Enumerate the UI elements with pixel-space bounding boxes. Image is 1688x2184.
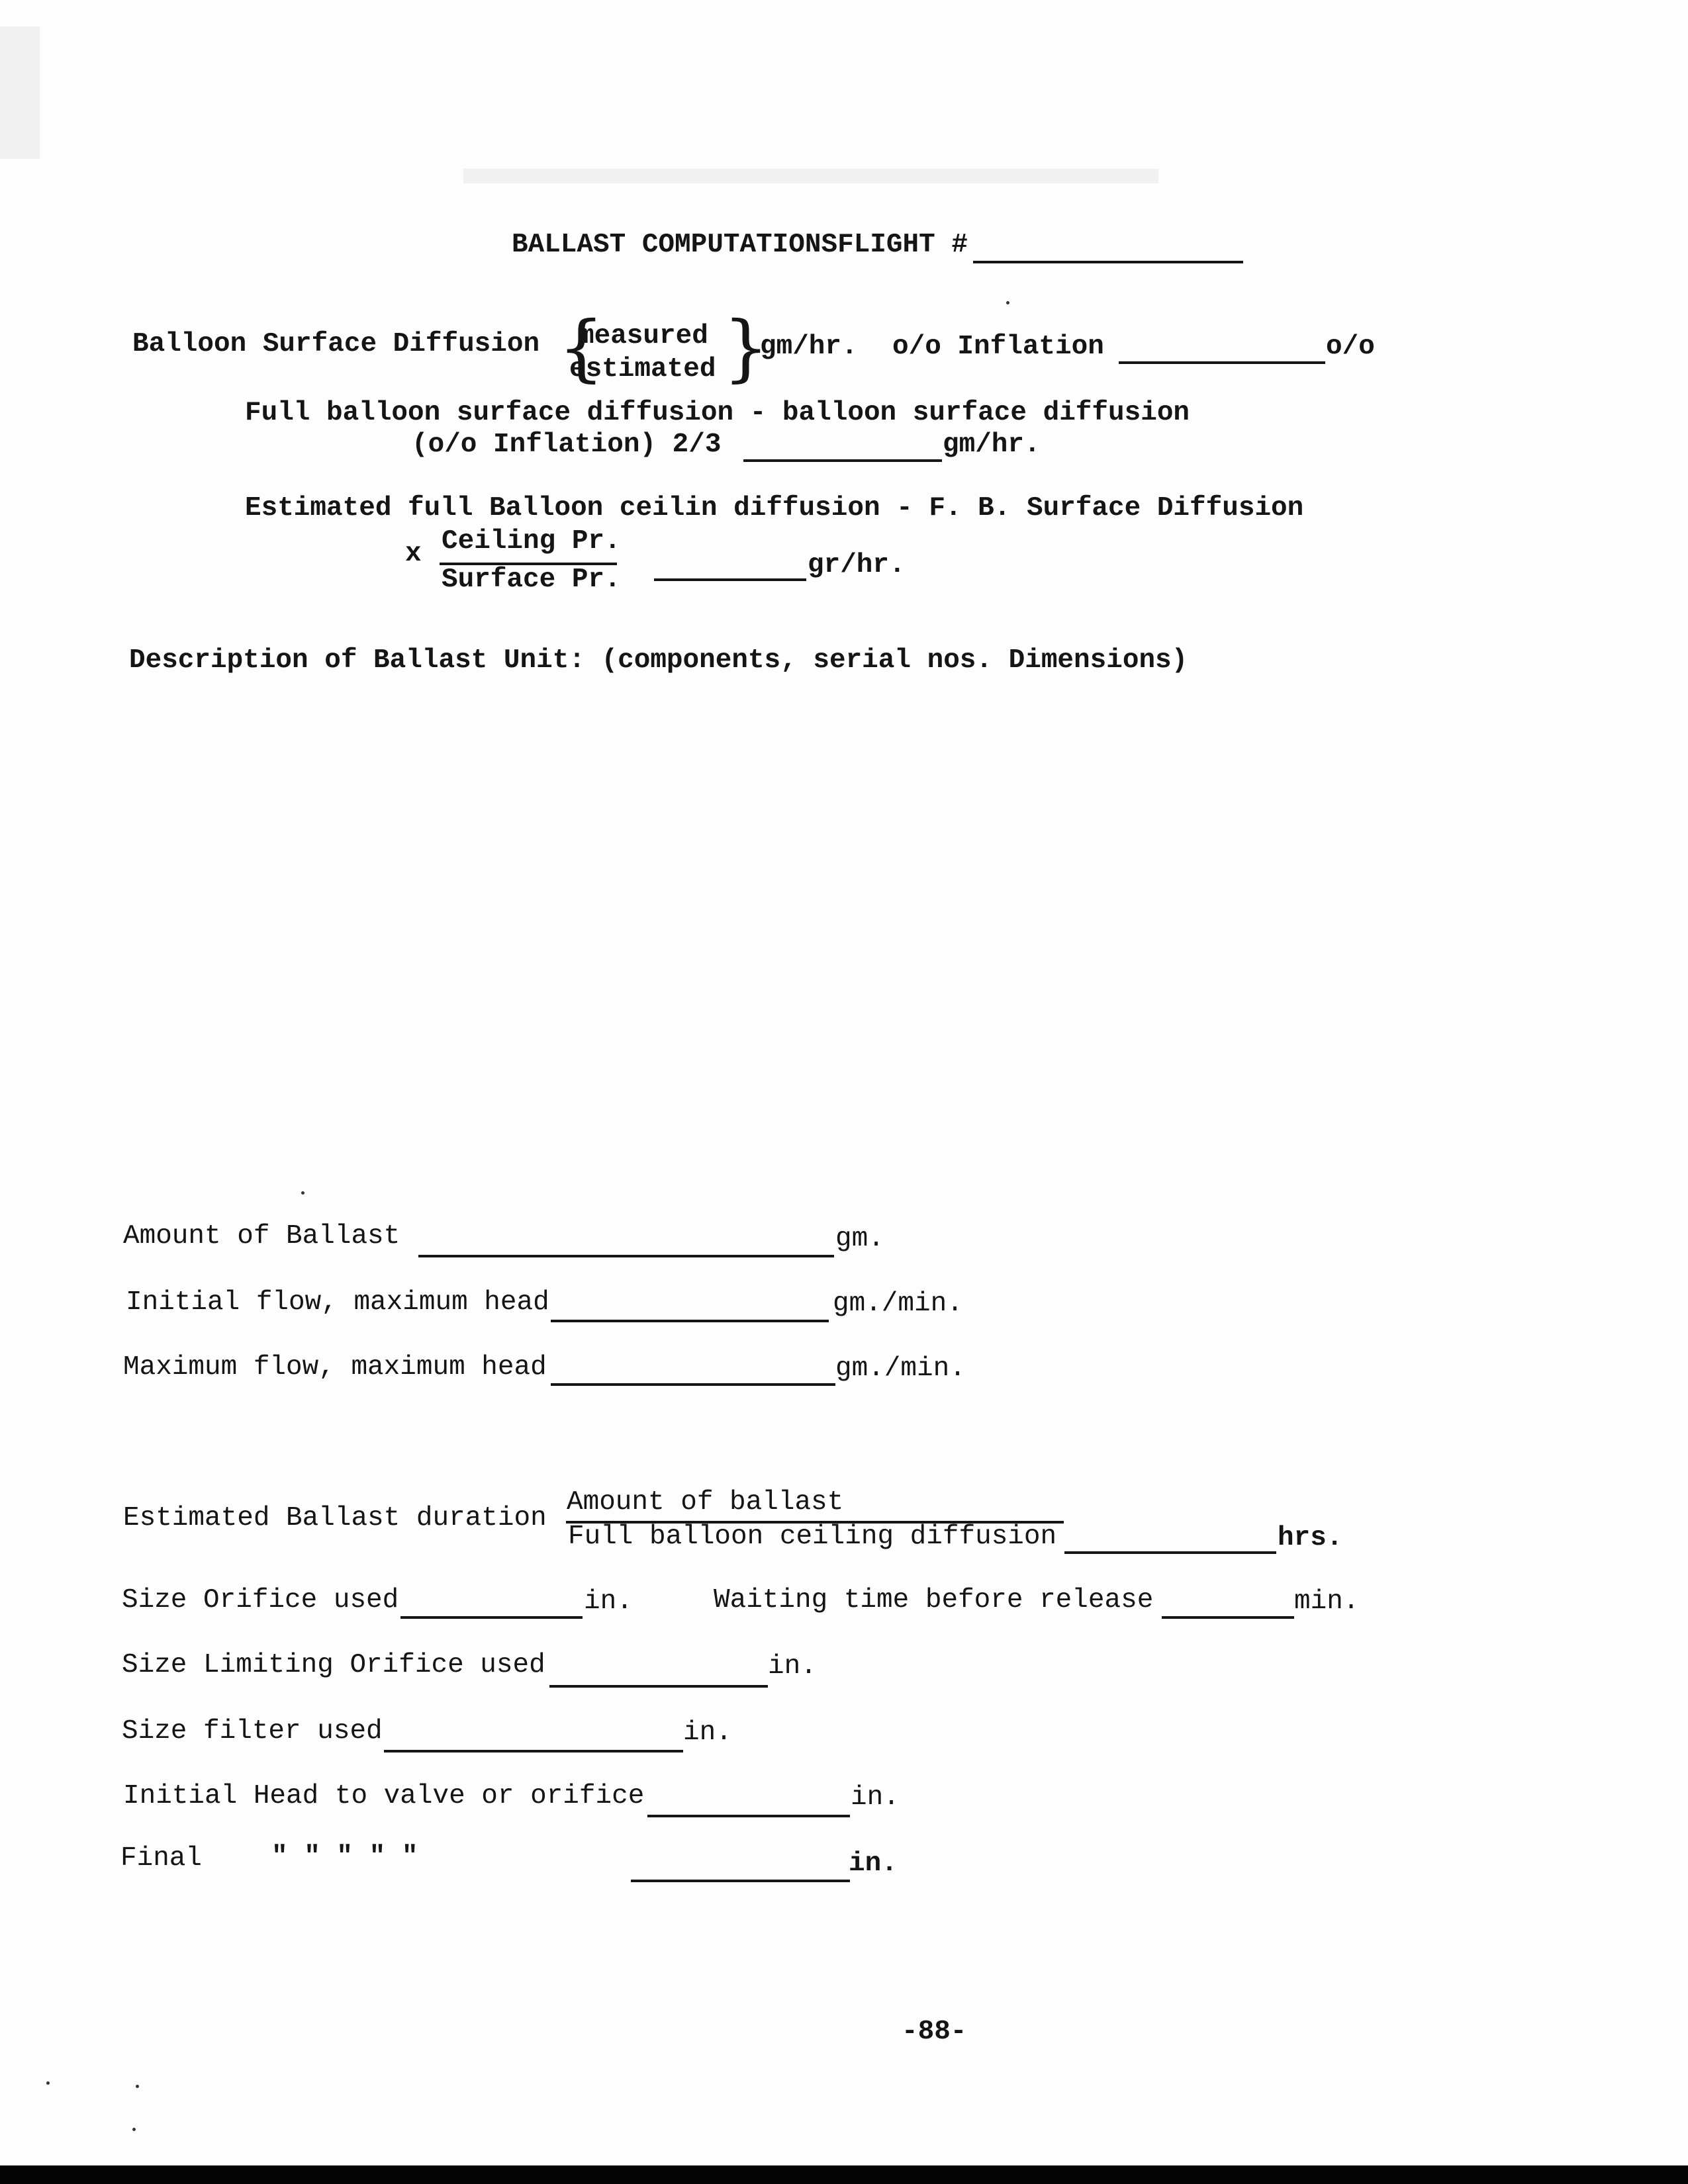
scan-smudge xyxy=(0,26,40,159)
form-title xyxy=(512,232,968,259)
title-main: BALLAST COMPUTATIONS xyxy=(512,230,838,260)
final-head-blank[interactable] xyxy=(631,1880,850,1882)
duration-numerator: Amount of ballast xyxy=(567,1487,844,1518)
duration-denominator: Full balloon ceiling diffusion xyxy=(568,1522,1057,1552)
inflation-label: o/o Inflation xyxy=(892,332,1104,362)
left-brace-icon: { xyxy=(558,305,604,390)
flight-number-blank[interactable] xyxy=(973,261,1243,263)
amount-unit: gm. xyxy=(835,1224,884,1254)
waiting-time-label: Waiting time before release xyxy=(714,1585,1154,1615)
initial-head-unit: in. xyxy=(851,1782,900,1813)
maximum-flow-blank[interactable] xyxy=(551,1383,835,1386)
ceiling-pressure: Ceiling Pr. xyxy=(442,526,621,557)
duration-blank[interactable] xyxy=(1064,1551,1276,1554)
initial-head-blank[interactable] xyxy=(647,1815,850,1817)
duration-label: Estimated Ballast duration xyxy=(123,1503,547,1533)
limiting-orifice-blank[interactable] xyxy=(549,1685,768,1688)
maximum-flow-label: Maximum flow, maximum head xyxy=(123,1352,547,1383)
duration-unit: hrs. xyxy=(1278,1523,1343,1553)
scan-speck xyxy=(136,2085,139,2088)
ditto-marks: " " " " " xyxy=(271,1842,418,1872)
size-orifice-blank[interactable] xyxy=(400,1616,583,1619)
inflation-blank[interactable] xyxy=(1119,361,1325,364)
filter-unit: in. xyxy=(683,1717,732,1748)
limiting-orifice-label: Size Limiting Orifice used xyxy=(122,1650,545,1680)
full-diffusion-unit: gm/hr. xyxy=(943,430,1041,460)
ceiling-diffusion-unit: gr/hr. xyxy=(808,550,906,580)
amount-label: Amount of Ballast xyxy=(123,1221,400,1251)
size-orifice-label: Size Orifice used xyxy=(122,1585,399,1615)
scan-speck xyxy=(1006,301,1009,304)
final-head-label: Final xyxy=(120,1843,203,1874)
ceiling-diffusion-formula: Estimated full Balloon ceilin diffusion - F. B. Surface Diffusion xyxy=(245,493,1304,523)
page-number: -88- xyxy=(902,2017,967,2047)
surface-diffusion-label: Balloon Surface Diffusion xyxy=(132,329,540,359)
scan-speck xyxy=(301,1191,305,1195)
title-flight: FLIGHT # xyxy=(837,230,968,260)
ballast-unit-description-label: Description of Ballast Unit: (components, serial nos. Dimensions) xyxy=(129,645,1188,676)
final-head-unit: in. xyxy=(849,1848,898,1879)
surface-diffusion-unit: gm/hr. xyxy=(760,332,858,362)
surface-pressure: Surface Pr. xyxy=(442,565,621,595)
right-brace-icon: } xyxy=(723,305,769,390)
scan-speck xyxy=(46,2081,50,2085)
ceiling-diffusion-blank[interactable] xyxy=(654,578,806,581)
inflation-exponent: (o/o Inflation) 2/3 xyxy=(412,430,722,460)
initial-flow-unit: gm./min. xyxy=(833,1289,963,1319)
initial-flow-label: Initial flow, maximum head xyxy=(126,1287,549,1318)
initial-flow-blank[interactable] xyxy=(551,1320,829,1322)
waiting-time-unit: min. xyxy=(1294,1586,1360,1617)
maximum-flow-unit: gm./min. xyxy=(835,1353,966,1384)
estimated-option[interactable]: estimated xyxy=(569,354,716,385)
waiting-time-blank[interactable] xyxy=(1162,1616,1294,1619)
amount-blank[interactable] xyxy=(418,1255,834,1257)
size-orifice-unit: in. xyxy=(584,1586,633,1617)
filter-blank[interactable] xyxy=(384,1750,683,1752)
filter-label: Size filter used xyxy=(122,1716,383,1747)
scan-border xyxy=(0,2165,1688,2184)
scan-smudge xyxy=(463,169,1158,183)
full-diffusion-formula: Full balloon surface diffusion - balloon surface diffusion xyxy=(245,398,1190,428)
times-symbol: x xyxy=(405,539,422,569)
scan-speck xyxy=(132,2128,136,2131)
description-area[interactable] xyxy=(129,688,1453,1191)
full-diffusion-blank[interactable] xyxy=(743,459,942,462)
limiting-orifice-unit: in. xyxy=(768,1651,817,1682)
initial-head-label: Initial Head to valve or orifice xyxy=(123,1781,645,1811)
inflation-unit: o/o xyxy=(1326,332,1375,362)
measured-option[interactable]: measured xyxy=(578,321,708,351)
